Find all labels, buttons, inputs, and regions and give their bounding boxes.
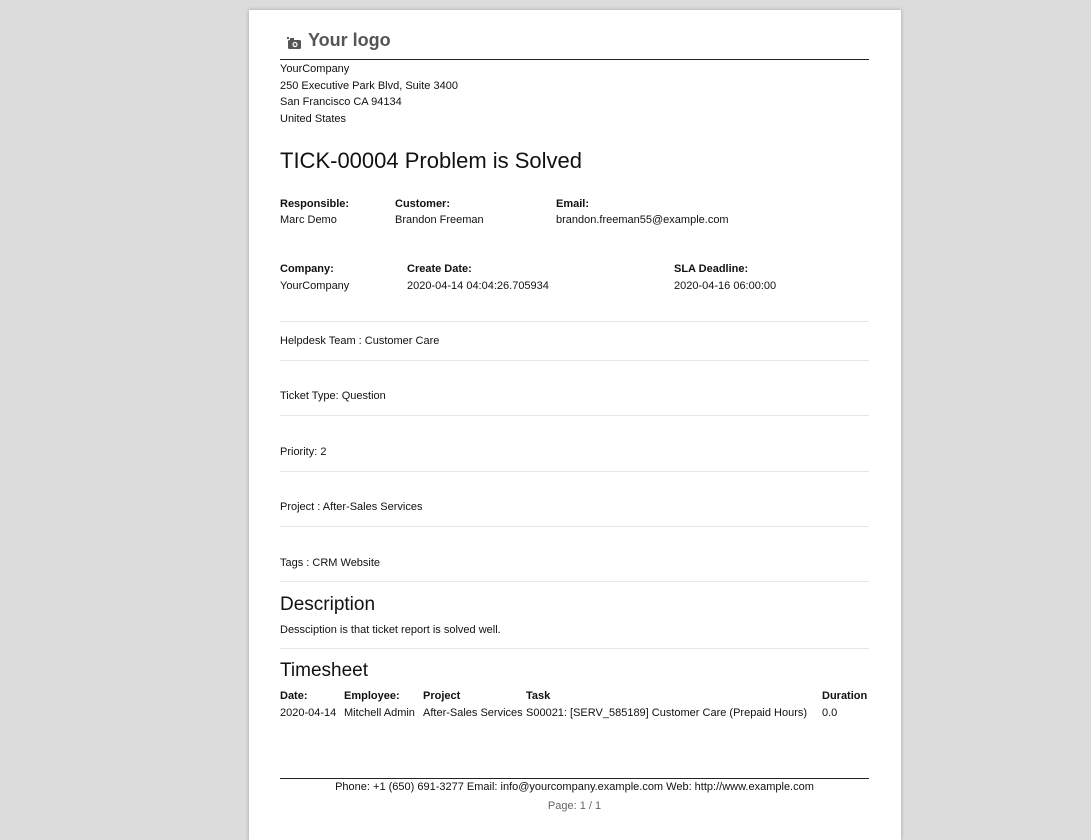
- divider: [280, 360, 869, 361]
- divider: [280, 415, 869, 416]
- company-logo: [287, 30, 391, 51]
- divider: [280, 648, 869, 649]
- divider: [280, 321, 869, 322]
- footer-divider: [280, 778, 869, 779]
- logo-text: Your logo: [308, 30, 391, 50]
- col-date: Date:: [280, 690, 308, 702]
- create-date-label: Create Date:: [407, 263, 472, 275]
- customer-value: Brandon Freeman: [395, 214, 484, 226]
- col-employee: Employee:: [344, 690, 400, 702]
- company-label: Company:: [280, 263, 334, 275]
- helpdesk-team: Helpdesk Team : Customer Care: [280, 335, 440, 347]
- cell-project: After-Sales Services: [423, 707, 523, 719]
- create-date-value: 2020-04-14 04:04:26.705934: [407, 280, 549, 292]
- timesheet-heading: Timesheet: [280, 660, 368, 681]
- address-line1: 250 Executive Park Blvd, Suite 3400: [280, 79, 458, 92]
- description-text: Dessciption is that ticket report is solved well.: [280, 624, 501, 636]
- address-country: United States: [280, 112, 347, 125]
- responsible-value: Marc Demo: [280, 214, 337, 226]
- col-duration: Duration: [822, 690, 868, 702]
- responsible-label: Responsible:: [280, 198, 350, 210]
- ticket-type: Ticket Type: Question: [280, 390, 386, 402]
- report-page: [249, 10, 901, 840]
- divider: [280, 581, 869, 582]
- customer-label: Customer:: [395, 198, 451, 210]
- camera-icon: [287, 34, 302, 47]
- col-task: Task: [526, 690, 551, 702]
- cell-duration: 0.0: [822, 707, 838, 719]
- tags: Tags : CRM Website: [280, 557, 381, 569]
- cell-date: 2020-04-14: [280, 707, 337, 719]
- cell-task: S00021: [SERV_585189] Customer Care (Prepaid Hours): [526, 707, 808, 719]
- company-value: YourCompany: [280, 280, 350, 292]
- description-heading: Description: [280, 594, 376, 615]
- col-project: Project: [423, 690, 461, 702]
- company-address: [280, 61, 458, 127]
- page-number: Page: 1 / 1: [547, 800, 602, 812]
- header-divider: [280, 59, 869, 60]
- address-line2: San Francisco CA 94134: [280, 96, 402, 108]
- ticket-title: TICK-00004 Problem is Solved: [280, 148, 583, 173]
- divider: [280, 526, 869, 527]
- sla-value: 2020-04-16 06:00:00: [674, 280, 777, 292]
- email-label: Email:: [556, 198, 590, 210]
- footer-contact: Phone: +1 (650) 691-3277 Email: info@yourcompany.example.com Web: http://www.example.com: [335, 781, 814, 793]
- sla-label: SLA Deadline:: [674, 263, 749, 275]
- company-name: YourCompany: [280, 63, 350, 75]
- project: Project : After-Sales Services: [280, 501, 423, 513]
- email-value: brandon.freeman55@example.com: [556, 214, 729, 226]
- cell-employee: Mitchell Admin: [344, 707, 415, 719]
- priority: Priority: 2: [280, 446, 327, 458]
- divider: [280, 471, 869, 472]
